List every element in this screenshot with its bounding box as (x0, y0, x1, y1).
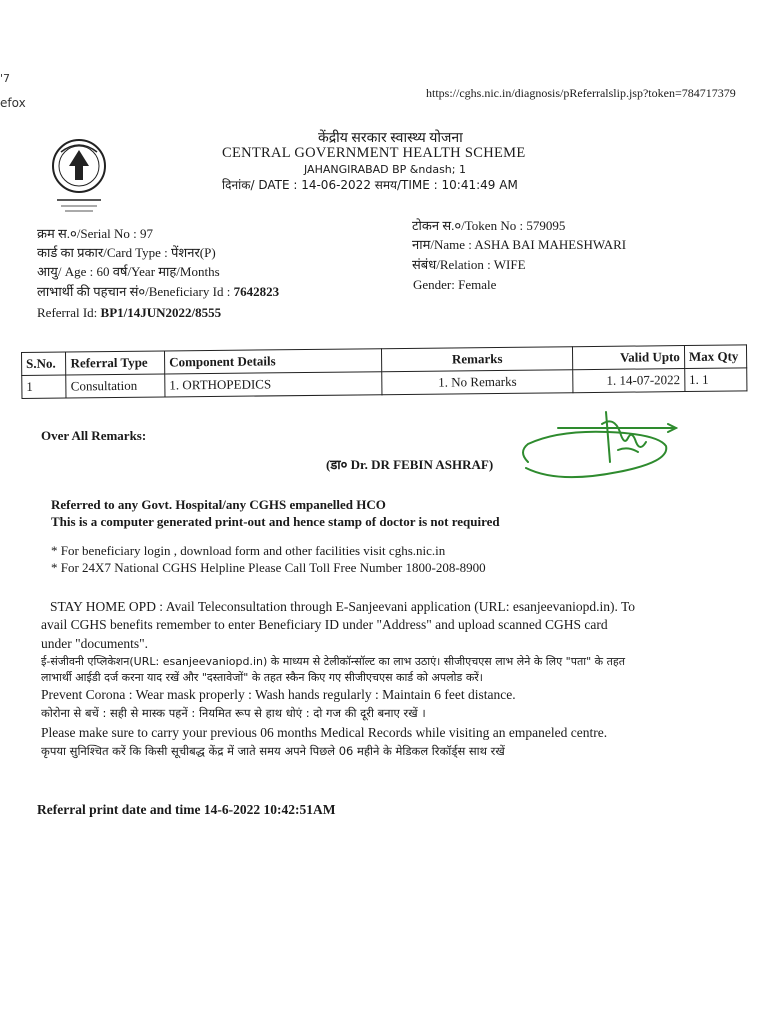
header-component-details: Component Details (165, 349, 382, 374)
token-number: टोकन स.०/Token No : 579095 (412, 218, 566, 233)
referral-id-label: Referral Id: (37, 305, 101, 320)
referral-id-line (37, 305, 221, 321)
patient-gender: Gender: Female (413, 277, 497, 292)
date-time-line: दिनांक/ DATE : 14-06-2022 समय/TIME : 10:41:49 AM (222, 178, 518, 192)
header-valid-upto: Valid Upto (573, 346, 685, 370)
scheme-title-english: CENTRAL GOVERNMENT HEALTH SCHEME (222, 145, 526, 161)
serial-number: क्रम स.०/Serial No : 97 (37, 226, 153, 241)
header-max-qty: Max Qty (684, 345, 746, 369)
referral-print-date: Referral print date and time 14-6-2022 10:42:51AM (37, 802, 336, 817)
beneficiary-id-label: लाभार्थी की पहचान सं०/Beneficiary Id : (37, 284, 234, 299)
cell-sno: 1 (22, 375, 67, 398)
cghs-emblem-icon (47, 132, 111, 220)
stay-home-opd-line-3: under "documents". (41, 636, 148, 651)
overall-remarks-label: Over All Remarks: (41, 428, 147, 443)
patient-age: आयु/ Age : 60 वर्ष/Year माह/Months (37, 264, 220, 279)
scheme-title-hindi: केंद्रीय सरकार स्वास्थ्य योजना (318, 131, 463, 146)
header-remarks: Remarks (381, 347, 573, 372)
header-sno: S.No. (22, 352, 67, 375)
medical-records-hindi: कृपया सुनिश्चित करें कि किसी सूचीबद्ध केंद्र में जाते समय अपने पिछले 06 महीने के मेडिकल रिकॉर्ड्स साथ रखें (41, 744, 505, 758)
referral-id-value: BP1/14JUN2022/8555 (100, 305, 222, 320)
beneficiary-login-note: * For beneficiary login , download form and other facilities visit cghs.nic.in (51, 543, 446, 558)
stay-home-opd-hindi-2: लाभार्थी आईडी दर्ज करना याद रखें और "दस्तावेजों" के तहत स्कैन किए गए सीजीएचएस कार्ड को अपलोड करें। (41, 671, 483, 684)
referral-table (21, 344, 747, 399)
prevent-corona-english: Prevent Corona : Wear mask properly : Wash hands regularly : Maintain 6 feet distance. (41, 687, 516, 702)
cell-component-details: 1. ORTHOPEDICS (165, 372, 382, 397)
computer-generated-note: This is a computer generated print-out and hence stamp of doctor is not required (51, 514, 500, 529)
doctor-name: (डा० Dr. DR FEBIN ASHRAF) (326, 457, 494, 472)
patient-relation: संबंध/Relation : WIFE (412, 257, 526, 272)
beneficiary-id-value: 7642823 (233, 284, 280, 299)
wellness-centre-name: JAHANGIRABAD BP &ndash; 1 (304, 163, 466, 176)
cell-max-qty: 1. 1 (685, 368, 747, 392)
browser-corner-text: '7 (0, 72, 11, 85)
medical-records-english: Please make sure to carry your previous 06 months Medical Records while visiting an empaneled centre. (41, 725, 608, 740)
header-referral-type: Referral Type (66, 351, 165, 375)
page-url: https://cghs.nic.in/diagnosis/pReferralslip.jsp?token=784717379 (426, 86, 736, 100)
cell-referral-type: Consultation (66, 374, 165, 398)
helpline-note: * For 24X7 National CGHS Helpline Please Call Toll Free Number 1800-208-8900 (51, 560, 486, 575)
cell-remarks: 1. No Remarks (382, 370, 574, 395)
cell-valid-upto: 1. 14-07-2022 (573, 369, 685, 393)
doctor-signature (498, 402, 678, 492)
card-type: कार्ड का प्रकार/Card Type : पेंशनर(P) (37, 245, 216, 260)
prevent-corona-hindi: कोरोना से बचें : सही से मास्क पहनें : नियमित रूप से हाथ धोएं : दो गज की दूरी बनाए रखें । (41, 706, 426, 720)
browser-name-fragment: efox (0, 96, 26, 110)
stay-home-opd-hindi-1: ई-संजीवनी एप्लिकेशन(URL: esanjeevaniopd.in) के माध्यम से टेलीकॉन्सॉल्ट का लाभ उठाएं। सीजीएचएस लाभ लेने के लिए "पता" के तहत (41, 655, 625, 668)
stay-home-opd-line-2: avail CGHS benefits remember to enter Beneficiary ID under "Address" and upload scanned CGHS card (41, 617, 608, 632)
beneficiary-id-line (37, 282, 279, 300)
stay-home-opd-line-1: STAY HOME OPD : Avail Teleconsultation through E-Sanjeevani application (URL: esanjeevaniopd.in). To (50, 599, 636, 614)
referred-note: Referred to any Govt. Hospital/any CGHS empanelled HCO (51, 497, 386, 512)
patient-name: नाम/Name : ASHA BAI MAHESHWARI (412, 237, 627, 252)
